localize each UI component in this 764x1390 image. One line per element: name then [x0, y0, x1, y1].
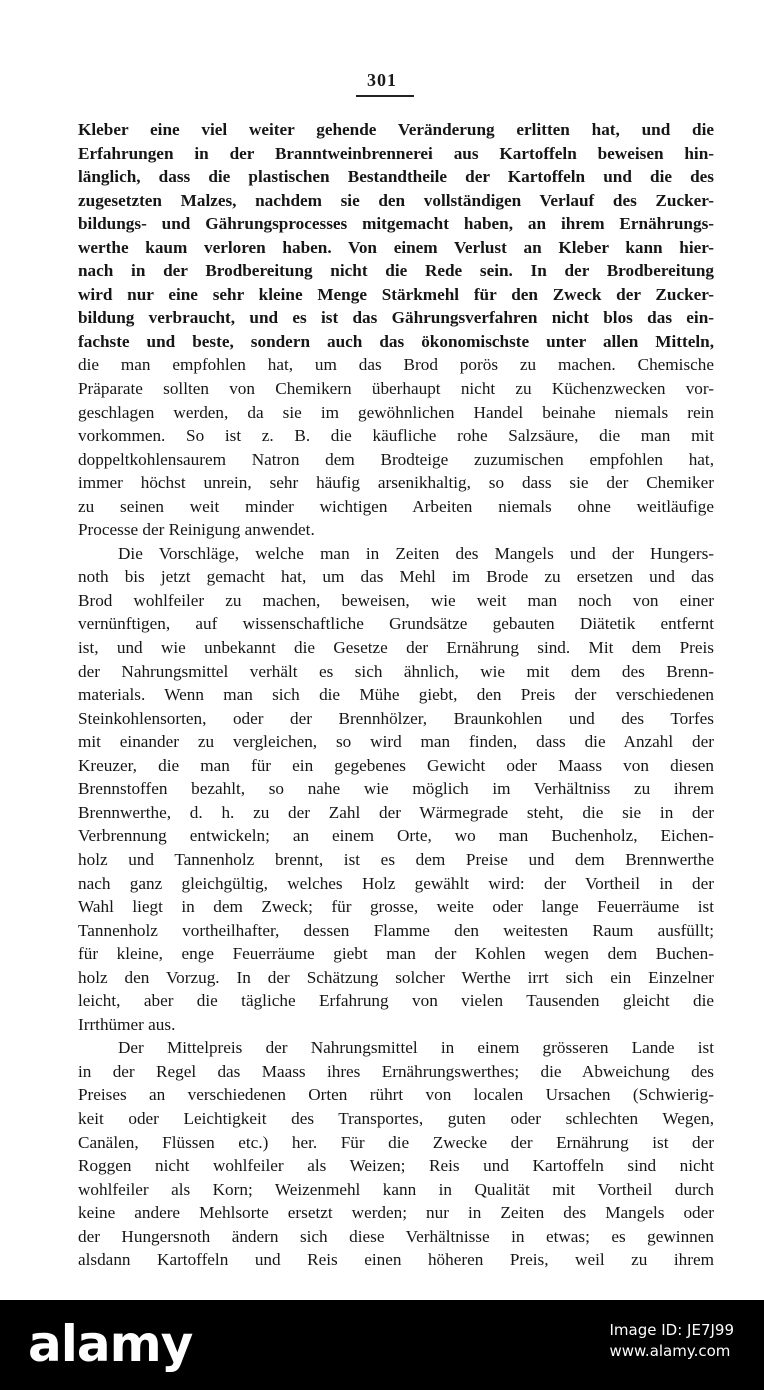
text-line: leicht, aber die tägliche Erfahrung von vielen Tausenden gleicht die: [78, 991, 714, 1011]
text-line: noth bis jetzt gemacht hat, um das Mehl im Brode zu ersetzen und das: [78, 567, 714, 587]
text-line: Processe der Reinigung anwendet.: [78, 520, 315, 540]
text-line: Verbrennung entwickeln; an einem Orte, wo man Buchenholz, Eichen-: [78, 826, 714, 846]
text-line: bildung verbraucht, und es ist das Gährungsverfahren nicht blos das ein-: [78, 308, 714, 328]
text-line: Irrthümer aus.: [78, 1014, 176, 1034]
text-line: fachste und beste, sondern auch das ökonomischste unter allen Mitteln,: [78, 331, 714, 351]
text-line: nach ganz gleichgültig, welches Holz gewählt wird: der Vortheil in der: [78, 873, 714, 893]
text-line: keine andere Mehlsorte ersetzt werden; nur in Zeiten des Mangels oder: [78, 1203, 714, 1223]
text-line: Kreuzer, die man für ein gegebenes Gewicht oder Maass von diesen: [78, 755, 714, 775]
text-line: Brod wohlfeiler zu machen, beweisen, wie weit man noch von einer: [78, 590, 714, 610]
text-line: vernünftigen, auf wissenschaftliche Grundsätze gebauten Diätetik entfernt: [78, 614, 714, 634]
text-line: nach in der Brodbereitung nicht die Rede sein. In der Brodbereitung: [78, 261, 714, 281]
text-line: Tannenholz vortheilhafter, dessen Flamme den weitesten Raum ausfüllt;: [78, 920, 714, 940]
text-line: keit oder Leichtigkeit des Transportes, guten oder schlechten Wegen,: [78, 1108, 714, 1128]
text-line: wird nur eine sehr kleine Menge Stärkmehl für den Zweck der Zucker-: [78, 284, 714, 304]
body-text: [78, 118, 714, 1272]
text-line: Brennwerthe, d. h. zu der Zahl der Wärmegrade steht, die sie in der: [78, 802, 714, 822]
text-line: Kleber eine viel weiter gehende Veränderung erlitten hat, und die: [78, 120, 714, 139]
text-line: der Nahrungsmittel verhält es sich ähnlich, wie mit dem des Brenn-: [78, 661, 714, 681]
text-line: Die Vorschläge, welche man in Zeiten des Mangels und der Hungers-: [118, 543, 714, 563]
text-line: Roggen nicht wohlfeiler als Weizen; Reis und Kartoffeln sind nicht: [78, 1156, 714, 1176]
text-line: Canälen, Flüssen etc.) her. Für die Zwecke der Ernährung ist der: [78, 1132, 714, 1152]
footer-meta: [610, 1320, 735, 1362]
stock-photo-footer: [0, 1300, 764, 1390]
text-line: Preises an verschiedenen Orten rührt von localen Ursachen (Schwierig-: [78, 1085, 714, 1105]
text-line: holz den Vorzug. In der Schätzung solcher Werthe irrt sich ein Einzelner: [78, 967, 714, 987]
text-line: werthe kaum verloren haben. Von einem Verlust an Kleber kann hier-: [78, 237, 714, 257]
text-line: zugesetzten Malzes, nachdem sie den vollständigen Verlauf des Zucker-: [78, 190, 714, 210]
text-line: ist, und wie unbekannt die Gesetze der Ernährung sind. Mit dem Preis: [78, 638, 714, 658]
text-line: der Hungersnoth ändern sich diese Verhältnisse in etwas; es gewinnen: [78, 1226, 714, 1246]
text-line: immer höchst unrein, sehr häufig arsenikhaltig, so dass sie der Chemiker: [78, 473, 714, 493]
text-line: Erfahrungen in der Branntweinbrennerei aus Kartoffeln beweisen hin-: [78, 143, 714, 163]
image-id-label: Image ID: JE7J99: [609, 1321, 734, 1339]
alamy-logo: alamy: [28, 1315, 193, 1373]
page-number: 301: [367, 70, 397, 90]
text-line: für kleine, enge Feuerräume giebt man der Kohlen wegen dem Buchen-: [78, 944, 714, 964]
text-line: vorkommen. So ist z. B. die käufliche rohe Salzsäure, die man mit: [78, 426, 714, 446]
text-line: materials. Wenn man sich die Mühe giebt, den Preis der verschiedenen: [78, 685, 714, 705]
text-line: Wahl liegt in dem Zweck; für grosse, weite oder lange Feuerräume ist: [78, 897, 714, 917]
text-line: Brennstoffen bezahlt, so nahe wie möglich im Verhältniss zu ihrem: [78, 779, 714, 799]
text-line: geschlagen werden, da sie im gewöhnlichen Handel beinahe niemals rein: [78, 402, 714, 422]
text-line: holz und Tannenholz brennt, ist es dem Preise und dem Brennwerthe: [78, 849, 714, 869]
footer-url: www.alamy.com: [609, 1342, 731, 1360]
text-line: bildungs- und Gährungsprocesses mitgemacht haben, an ihrem Ernährungs-: [78, 214, 714, 234]
text-line: Präparate sollten von Chemikern überhaupt nicht zu Küchenzwecken vor-: [78, 379, 714, 399]
text-line: doppeltkohlensaurem Natron dem Brodteige zuzumischen empfohlen hat,: [78, 449, 714, 469]
text-line: alsdann Kartoffeln und Reis einen höheren Preis, weil zu ihrem: [78, 1250, 714, 1270]
text-line: Steinkohlensorten, oder der Brennhölzer, Braunkohlen und des Torfes: [78, 708, 714, 728]
text-line: mit einander zu vergleichen, so wird man finden, dass die Anzahl der: [78, 732, 714, 752]
text-line: Der Mittelpreis der Nahrungsmittel in einem grösseren Lande ist: [118, 1038, 714, 1058]
text-line: zu seinen weit minder wichtigen Arbeiten niemals ohne weitläufige: [78, 496, 714, 516]
text-line: in der Regel das Maass ihres Ernährungswerthes; die Abweichung des: [78, 1061, 714, 1081]
page-number-rule: [356, 95, 414, 97]
text-line: die man empfohlen hat, um das Brod porös zu machen. Chemische: [78, 355, 714, 375]
text-line: wohlfeiler als Korn; Weizenmehl kann in Qualität mit Vortheil durch: [78, 1179, 714, 1199]
text-line: länglich, dass die plastischen Bestandtheile der Kartoffeln und die des: [78, 167, 714, 187]
